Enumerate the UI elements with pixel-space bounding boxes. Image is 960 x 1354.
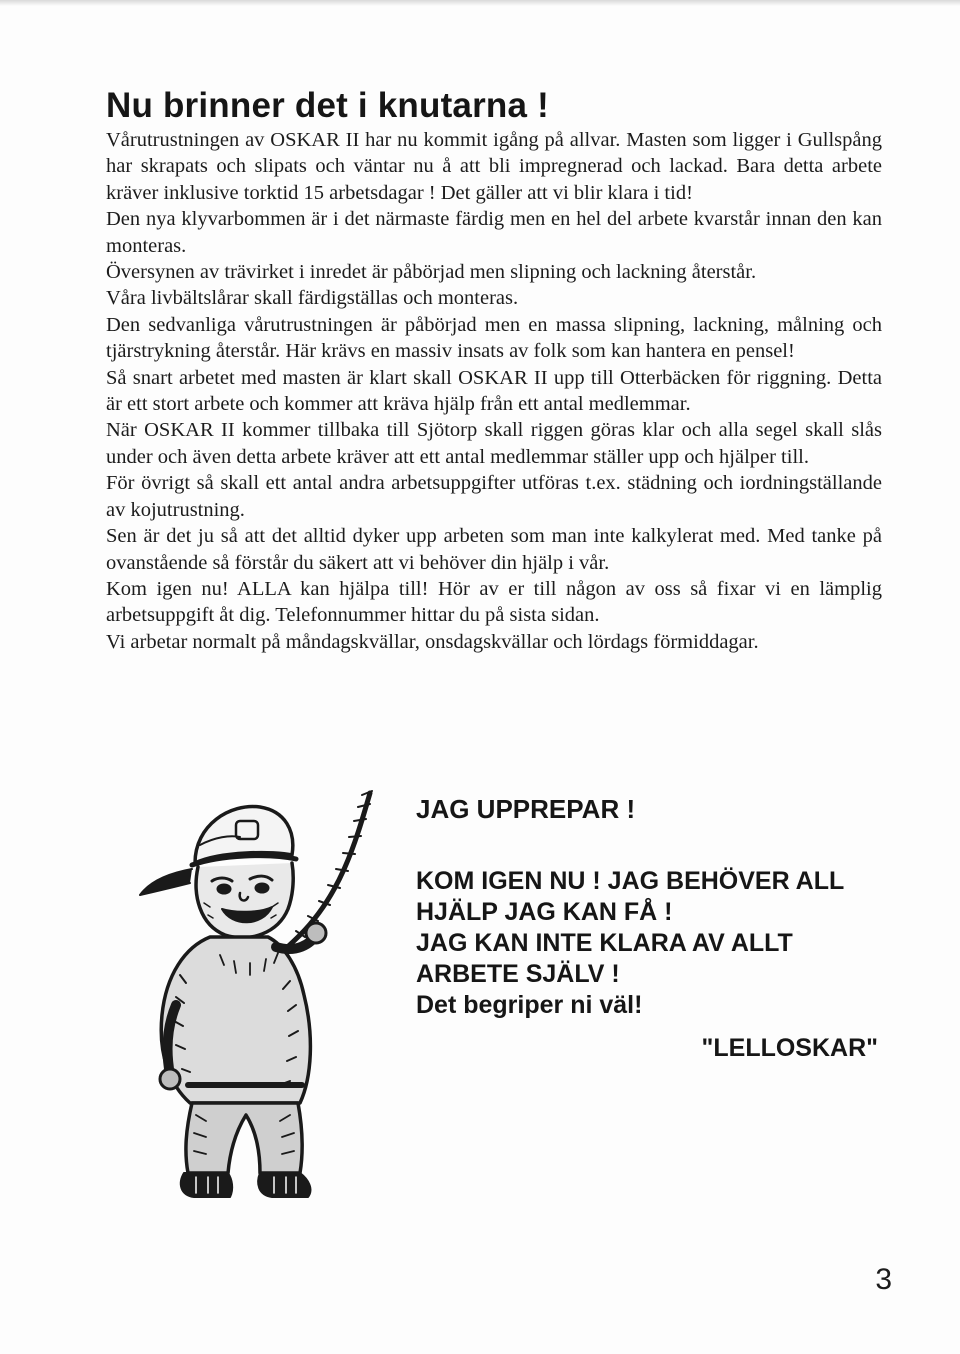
legs	[186, 1103, 302, 1173]
callout-line: HJÄLP JAG KAN FÅ !	[416, 898, 673, 926]
paragraph-rigging: Så snart arbetet med masten är klart skall OSKAR II upp till Otterbäcken för riggning. Detta är ett stort arbete och kommer att kräva hjälp från ett antal medlemmar.	[106, 366, 882, 416]
paragraph-work-schedule: Vi arbetar normalt på måndagskvällar, onsdagskvällar och lördags förmiddagar.	[106, 630, 759, 653]
callout-line: JAG KAN INTE KLARA AV ALLT	[416, 929, 793, 957]
paragraph-unexpected-work: Sen är det ju så att det alltid dyker upp arbeten som man inte kalkylerat med. Med tanke på ovanstående så förstår du säkert att vi behöver din hjälp i vår.	[106, 525, 882, 574]
paragraph-other-tasks: För övrigt så skall ett antal andra arbetsuppgifter utföras t.ex. städning och iordningställande av kojutrustning.	[106, 472, 882, 521]
sailor-child-illustration	[100, 785, 390, 1205]
callout-signature: "LELLOSKAR"	[701, 1034, 878, 1062]
lelloskar-callout	[416, 792, 886, 1064]
paragraph-jib-boom: Den nya klyvarbommen är i det närmaste färdig men en hel del arbete kvarstår innan den kan monteras.	[106, 208, 882, 257]
paragraph-woodwork: Översynen av trävirket i inredet är påbörjad men slipning och lackning återstår.	[106, 261, 757, 284]
paragraph-sails: När OSKAR II kommer tillbaka till Sjötorp skall riggen göras klar och alla segel skall slås under och även detta arbete kräver att ett antal medlemmar ställer upp och hjälper till.	[106, 419, 882, 468]
callout-line: KOM IGEN NU ! JAG BEHÖVER ALL	[416, 867, 845, 895]
callout-line: ARBETE SJÄLV !	[416, 960, 620, 988]
jacket	[161, 937, 310, 1103]
paragraph-call-to-action: Kom igen nu! ALLA kan hjälpa till! Hör av er till någon av oss så fixar vi en lämplig arbetsuppgift åt dig. Telefonnummer hittar du på sista sidan.	[106, 577, 882, 627]
paragraph-spring-fitting: Den sedvanliga vårutrustningen är påbörjad men en massa slipning, lackning, målning och tjärstrykning återstår. Här krävs en massiv insats av folk som kan hantera en pensel!	[106, 313, 882, 363]
article-body	[106, 127, 882, 655]
scan-edge	[0, 0, 960, 6]
paragraph-mast: Vårutrustningen av OSKAR II har nu kommit igång på allvar. Masten som ligger i Gullspång har skrapats och slipats och väntar nu å att bli impregnerad och lackad. Bara detta arbete kräver inklusive torktid 15 arbetsdagar ! Det gäller att vi blir klara i tid!	[106, 129, 882, 204]
callout-repeat: JAG UPPREPAR !	[416, 794, 636, 824]
article-title: Nu brinner det i knutarna !	[106, 86, 549, 125]
paragraph-lifebelts: Våra livbältslårar skall färdigställas och monteras.	[106, 287, 519, 310]
boots	[181, 1173, 232, 1197]
callout-line: Det begriper ni väl!	[416, 991, 643, 1019]
page-number: 3	[875, 1263, 892, 1296]
